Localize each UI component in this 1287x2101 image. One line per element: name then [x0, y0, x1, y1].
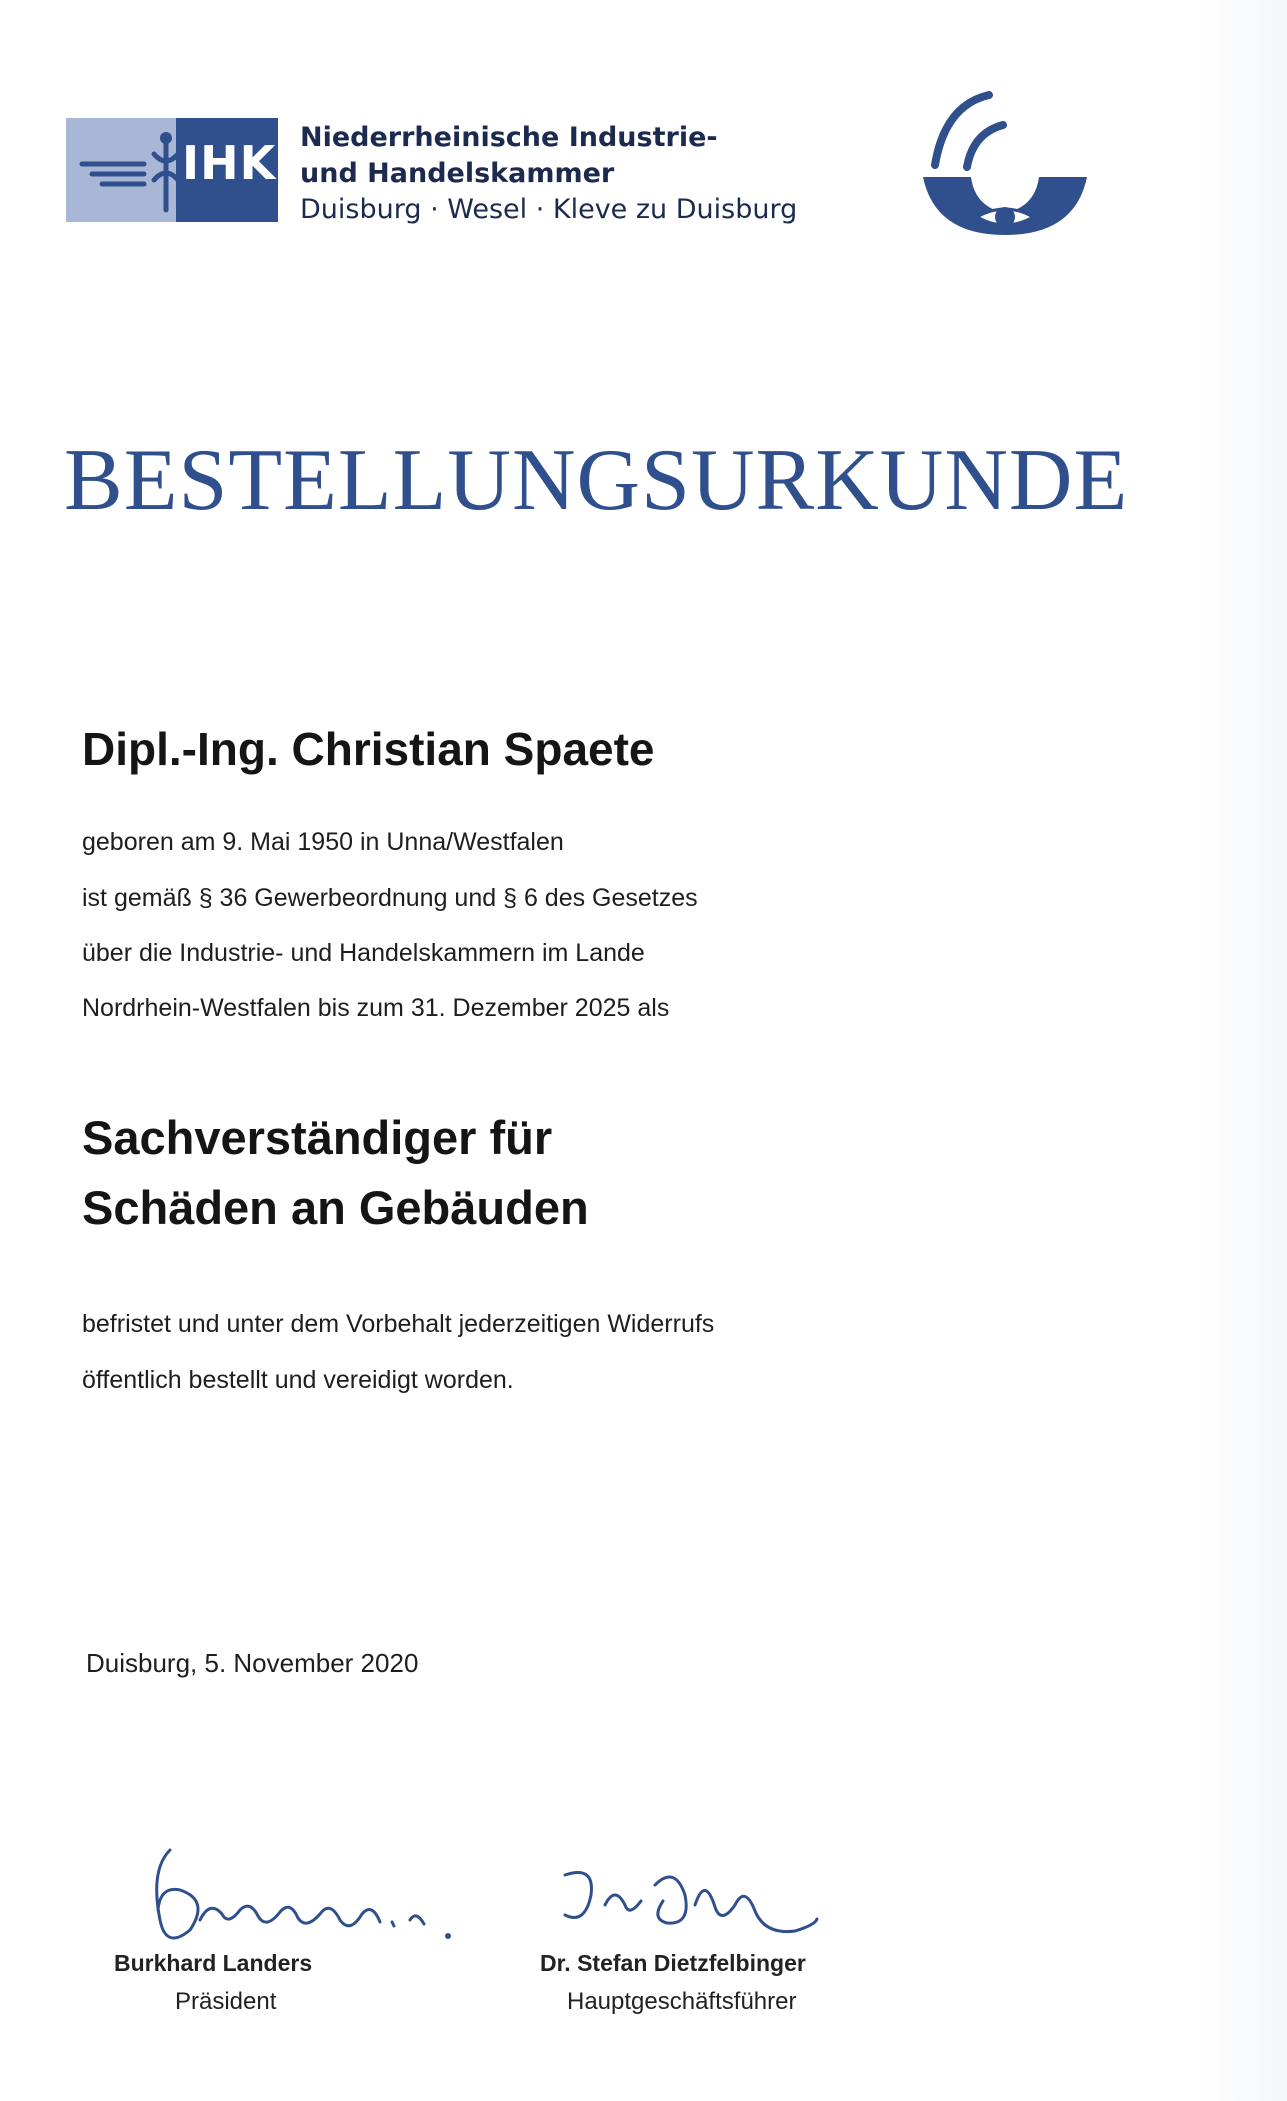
chamber-line-2: und Handelskammer — [300, 158, 615, 189]
document-title: BESTELLUNGSURKUNDE — [64, 432, 1129, 529]
signatory-1-name: Burkhard Landers — [114, 1950, 313, 1976]
qualification-line-2: Schäden an Gebäuden — [82, 1181, 589, 1234]
signatory-1-role: Präsident — [175, 1988, 277, 2015]
ihk-logo — [66, 118, 278, 222]
body-line-2: ist gemäß § 36 Gewerbeordnung und § 6 des Gesetzes — [82, 884, 698, 912]
recipient-name: Dipl.-Ing. Christian Spaete — [82, 723, 655, 775]
signature-landers-icon — [130, 1830, 460, 1960]
body-line-3: über die Industrie- und Handelskammern im Lande — [82, 939, 645, 967]
qualification-line-1: Sachverständiger für — [82, 1111, 553, 1164]
ihk-logo-text: IHK — [182, 136, 277, 190]
chamber-line-3: Duisburg · Wesel · Kleve zu Duisburg — [300, 194, 798, 225]
body-line-1: geboren am 9. Mai 1950 in Unna/Westfalen — [82, 828, 564, 856]
signatory-2-name: Dr. Stefan Dietzfelbinger — [540, 1950, 806, 1976]
closing-line-1: befristet und unter dem Vorbehalt jederzeitigen Widerrufs — [82, 1310, 715, 1338]
chamber-line-1: Niederrheinische Industrie- — [300, 122, 718, 153]
chamber-name — [300, 120, 797, 228]
body-line-4: Nordrhein-Westfalen bis zum 31. Dezember 2025 als — [82, 994, 670, 1022]
signatory-2-role: Hauptgeschäftsführer — [567, 1988, 797, 2015]
expert-seal-icon — [915, 85, 1090, 250]
signature-dietzfelbinger-icon — [555, 1845, 825, 1955]
closing-line-2: öffentlich bestellt und vereidigt worden. — [82, 1366, 514, 1394]
place-date: Duisburg, 5. November 2020 — [86, 1648, 419, 1678]
